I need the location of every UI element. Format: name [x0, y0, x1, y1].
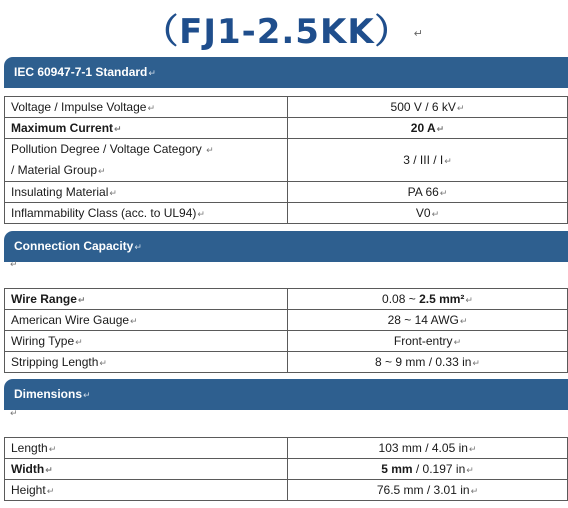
value-text: Front-entry [393, 334, 453, 348]
table-row [5, 118, 568, 139]
label-text: Wire Range [11, 292, 77, 306]
row-label [5, 331, 288, 352]
label-text: American Wire Gauge [11, 313, 130, 327]
row-value [288, 310, 568, 331]
paragraph-mark: ↵ [10, 259, 18, 269]
row-value [288, 480, 568, 501]
value-text: 3 / III / I [403, 152, 444, 167]
paragraph-mark: ↵ [436, 124, 445, 134]
page-title [0, 4, 568, 53]
paragraph-mark: ↵ [431, 209, 440, 219]
label-text: Width [11, 462, 45, 476]
label-text: Insulating Material [11, 185, 109, 199]
row-value [288, 182, 568, 203]
section-heading: IEC 60947-7-1 Standard [14, 65, 148, 79]
paragraph-mark: ↵ [472, 358, 480, 368]
paragraph-mark: ↵ [48, 444, 57, 454]
section-header-connection [4, 231, 568, 262]
value-text-bold: 5 mm [381, 462, 413, 476]
paragraph-mark: ↵ [197, 209, 205, 219]
label-text: / Material Group [11, 163, 98, 177]
row-label [5, 118, 288, 139]
row-label [5, 139, 288, 182]
value-text: PA 66 [407, 185, 439, 199]
spec-table-connection [4, 288, 568, 373]
value-text: V0 [415, 206, 431, 220]
table-row [5, 480, 568, 501]
table-row [5, 97, 568, 118]
row-value [288, 289, 568, 310]
paragraph-mark: ↵ [470, 486, 479, 496]
paragraph-mark: ↵ [465, 295, 473, 305]
table-row [5, 438, 568, 459]
row-value [288, 459, 568, 480]
label-text: Voltage / Impulse Voltage [11, 100, 147, 114]
label-text: Maximum Current [11, 121, 114, 135]
title-text: （FJ1-2.5KK） [144, 12, 410, 52]
paragraph-mark: ↵ [466, 465, 474, 475]
spec-table-dimensions [4, 437, 568, 501]
paragraph-mark: ↵ [114, 124, 122, 134]
row-value [288, 118, 568, 139]
label-text: Inflammability Class (acc. to UL94) [11, 206, 197, 220]
table-row [5, 310, 568, 331]
paragraph-mark: ↵ [45, 465, 53, 475]
section-header-dimensions [4, 379, 568, 410]
value-text: 103 mm / 4.05 in [378, 441, 468, 455]
paragraph-mark: ↵ [98, 166, 106, 176]
row-label [5, 459, 288, 480]
label-text: Stripping Length [11, 355, 99, 369]
paragraph-mark: ↵ [99, 358, 107, 368]
table-row [5, 182, 568, 203]
paragraph-mark: ↵ [77, 295, 86, 305]
paragraph-mark: ↵ [109, 188, 117, 198]
table-row [5, 203, 568, 224]
row-value [288, 203, 568, 224]
paragraph-mark: ↵ [444, 155, 452, 166]
paragraph-mark: ↵ [453, 337, 462, 347]
row-label [5, 352, 288, 373]
paragraph-mark: ↵ [147, 103, 155, 113]
row-label [5, 182, 288, 203]
value-text: 20 A [410, 121, 436, 135]
section-heading: Dimensions [14, 387, 83, 401]
row-label [5, 97, 288, 118]
row-value [288, 331, 568, 352]
paragraph-mark: ↵ [46, 486, 55, 496]
section-heading: Connection Capacity [14, 239, 134, 253]
row-value [288, 139, 568, 182]
paragraph-mark: ↵ [130, 316, 138, 326]
row-value [288, 97, 568, 118]
row-label [5, 438, 288, 459]
paragraph-mark: ↵ [10, 408, 18, 418]
label-text: Length [11, 441, 48, 455]
paragraph-mark: ↵ [148, 68, 156, 78]
paragraph-mark: ↵ [83, 390, 91, 400]
paragraph-mark: ↵ [206, 145, 214, 155]
label-text: Height [11, 483, 46, 497]
row-label [5, 289, 288, 310]
table-row [5, 331, 568, 352]
value-text: 500 V / 6 kV [390, 100, 456, 114]
paragraph-mark: ↵ [468, 444, 477, 454]
row-value [288, 438, 568, 459]
row-label [5, 310, 288, 331]
paragraph-mark: ↵ [413, 27, 424, 40]
table-row [5, 289, 568, 310]
paragraph-mark: ↵ [75, 337, 83, 347]
value-text: 8 ~ 9 mm / 0.33 in [375, 355, 472, 369]
paragraph-mark: ↵ [134, 242, 142, 252]
row-label [5, 480, 288, 501]
value-text: 28 ~ 14 AWG [387, 313, 459, 327]
label-text: Wiring Type [11, 334, 75, 348]
paragraph-mark: ↵ [456, 103, 465, 113]
label-text: Pollution Degree / Voltage Category [11, 142, 202, 156]
value-text: / 0.197 in [412, 462, 466, 476]
paragraph-mark: ↵ [459, 316, 468, 326]
value-text-bold: 2.5 mm² [419, 292, 465, 306]
value-text: 76.5 mm / 3.01 in [376, 483, 470, 497]
row-value [288, 352, 568, 373]
table-row [5, 459, 568, 480]
spec-table-standard [4, 96, 568, 224]
section-header-standard [4, 57, 568, 88]
table-row [5, 139, 568, 182]
row-label [5, 203, 288, 224]
paragraph-mark: ↵ [439, 188, 448, 198]
table-row [5, 352, 568, 373]
value-text: 0.08 ~ [382, 292, 420, 306]
